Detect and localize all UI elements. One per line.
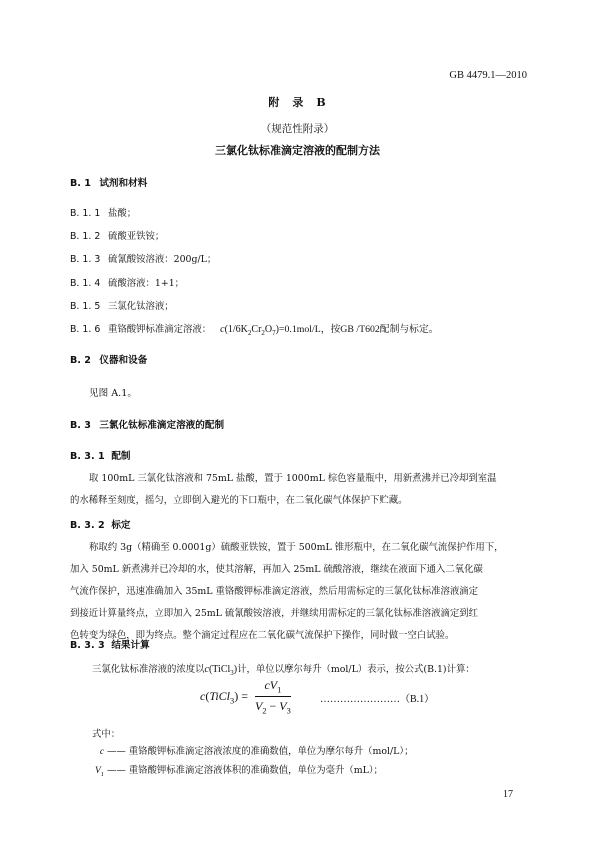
item-number: B. 1. 3 <box>70 254 101 265</box>
item-text: 硫酸亚铁铵； <box>108 231 165 242</box>
item-text: 盐酸； <box>108 208 137 219</box>
text-line: 到接近计算量终点，立即加入 25mL 硫氰酸铵溶液，并继续用需标定的三氯化钛标准溶液滴定到红 <box>70 608 479 619</box>
concentration-formula: $c(1/6K_2Cr_2O_7)$ <box>220 324 279 337</box>
formula-fraction: $\frac{cV_1}{V_2 - V_3}$ <box>254 678 291 716</box>
variable-definition <box>86 762 383 778</box>
item-number: B. 1. 6 <box>70 324 101 335</box>
variable-symbol: $V_1$ <box>94 766 104 778</box>
appendix-title: 三氯化钛标准滴定溶液的配制方法 <box>215 144 380 157</box>
subsection-number: B. 3. 1 <box>70 451 105 462</box>
item-text: 硫酸溶液：1+1； <box>108 278 185 289</box>
list-item <box>70 205 136 219</box>
variable-definition <box>86 743 413 757</box>
list-item <box>70 251 216 265</box>
subsection-title: 结果计算 <box>111 640 150 651</box>
formula-intro: 三氯化钛标准溶液的浓度以c(TiCl$_3$)计，单位以摩尔每升（mol/L）表示，按公式(B.1)计算： <box>92 664 475 677</box>
subsection-b32-heading <box>70 517 131 531</box>
section-b3-heading <box>70 417 224 431</box>
variable-text: —— 重铬酸钾标准滴定溶液浓度的准确数值，单位为摩尔每升（mol/L）； <box>106 746 414 757</box>
section-title: 仪器和设备 <box>99 355 148 366</box>
section-number: B. 1 <box>70 178 91 189</box>
formula-number <box>320 690 434 705</box>
subsection-title: 标定 <box>111 520 131 531</box>
subsection-number: B. 3. 2 <box>70 520 105 531</box>
paragraph-preparation <box>70 468 526 512</box>
paragraph: 见图 A.1。 <box>89 388 137 399</box>
section-number: B. 3 <box>70 420 91 431</box>
item-text: 三氯化钛溶液； <box>108 301 174 312</box>
list-item <box>70 228 164 242</box>
variable-symbol: c <box>99 747 104 757</box>
formula-b1: c(TiCl$_3$) = $\frac{cV_1}{V_2 - V_3}$ <box>200 678 291 716</box>
item-number: B. 1. 2 <box>70 231 101 242</box>
text-line: 称取约 3g（精确至 0.0001g）硫酸亚铁铵，置于 500mL 锥形瓶中，在二氧化碳气流保护作用下， <box>89 542 504 553</box>
section-b2-heading <box>70 352 147 366</box>
subsection-title: 配制 <box>111 451 131 462</box>
item-text: 硫氰酸铵溶液：200g/L； <box>108 254 217 265</box>
item-text-tail: =0.1mol/L，按GB /T602配制与标定。 <box>279 324 439 335</box>
paragraph-standardization <box>70 537 526 647</box>
appendix-label: 附 录 B <box>268 96 327 109</box>
item-number: B. 1. 4 <box>70 278 101 289</box>
subsection-number: B. 3. 3 <box>70 640 105 651</box>
list-item <box>70 298 174 312</box>
section-title: 试剂和材料 <box>99 178 148 189</box>
section-title: 三氯化钛标准滴定溶液的配制 <box>99 420 225 431</box>
variable-text: —— 重铬酸钾标准滴定溶液体积的准确数值，单位为毫升（mL）； <box>106 765 383 776</box>
subsection-b31-heading <box>70 448 131 462</box>
text-line: 加入 50mL 新煮沸并已冷却的水，使其溶解，再加入 25mL 硫酸溶液，继续在液面下通入二氧化碳 <box>70 564 483 575</box>
item-number: B. 1. 5 <box>70 301 101 312</box>
appendix-normative: （规范性附录） <box>260 123 335 135</box>
where-label: 式中： <box>92 729 121 740</box>
section-b1-heading <box>70 175 147 189</box>
formula-label: （B.1） <box>400 694 435 705</box>
list-item <box>70 275 184 289</box>
subsection-b33-heading <box>70 637 150 651</box>
item-number: B. 1. 1 <box>70 208 101 219</box>
list-item <box>70 321 439 337</box>
page-number: 17 <box>503 789 513 800</box>
text-line: 气流作保护，迅速准确加入 35mL 重铬酸钾标准滴定溶液，然后用需标定的三氯化钛标准溶液滴定 <box>70 586 479 597</box>
text-line: 色转变为绿色，即为终点。整个滴定过程应在二氧化碳气流保护下操作，同时做一空白试验。 <box>70 630 455 641</box>
text-line: 的水稀释至刻度，摇匀，立即倒入避光的下口瓶中，在二氧化碳气体保护下贮藏。 <box>70 495 408 506</box>
item-text: 重铬酸钾标准滴定溶液： <box>108 324 212 335</box>
text-line: 取 100mL 三氯化钛溶液和 75mL 盐酸，置于 1000mL 棕色容量瓶中，用新煮沸并已冷却到室温 <box>89 473 497 484</box>
section-number: B. 2 <box>70 355 91 366</box>
standard-number: GB 4479.1—2010 <box>449 70 527 81</box>
leader-dots: …………………… <box>320 694 400 705</box>
